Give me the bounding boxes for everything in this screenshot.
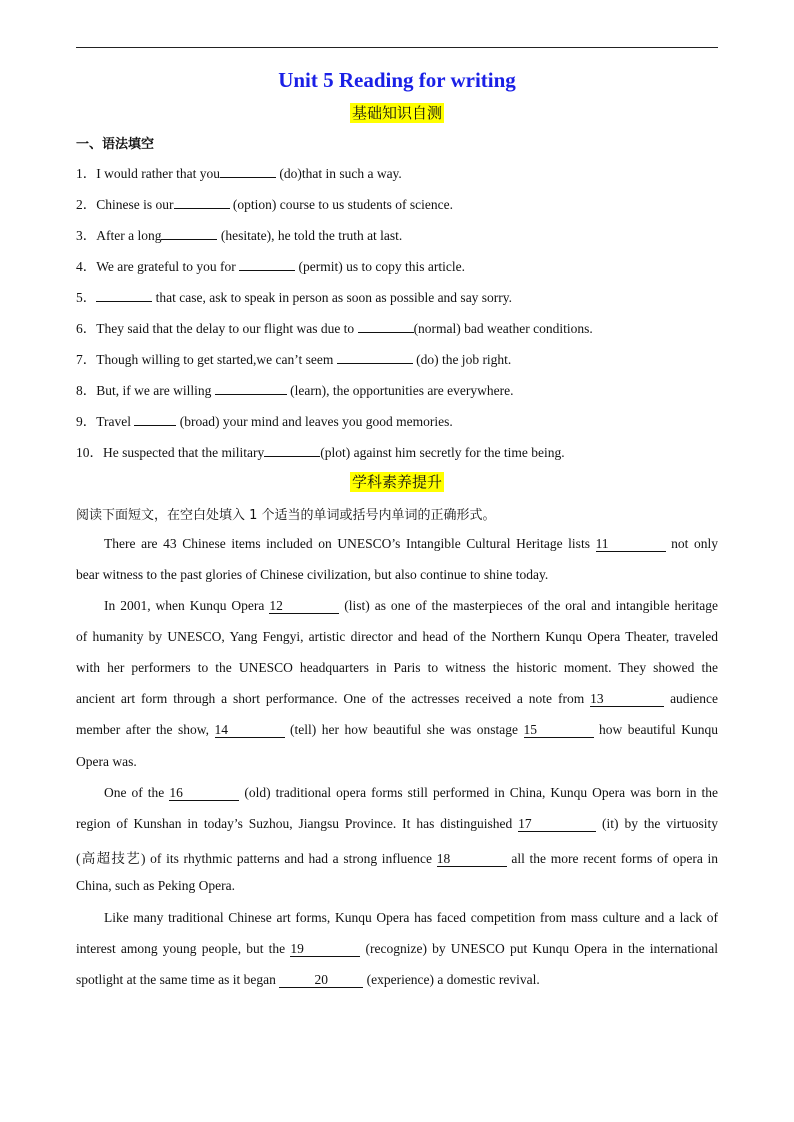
passage-line: There are 43 Chinese items included on UNESCO’s Intangible Cultural Heritage lists 11 not only: [104, 536, 719, 551]
section-banner-basic: [0, 102, 794, 123]
answer-blank[interactable]: [134, 413, 176, 426]
section-banner-literacy: [0, 471, 794, 492]
passage-line: with her performers to the UNESCO headquarters in Paris to witness the historic moment. They showed the: [76, 660, 718, 675]
answer-blank[interactable]: [358, 320, 414, 333]
question-5: 5． that case, ask to speak in person as soon as possible and say sorry.: [76, 290, 513, 305]
passage-line: One of the 16 (old) traditional opera forms still performed in China, Kunqu Opera was born in the: [104, 785, 719, 800]
passage-line: bear witness to the past glories of Chinese civilization, but also continue to shine today.: [76, 567, 549, 582]
answer-blank[interactable]: [215, 382, 287, 395]
answer-blank-20[interactable]: 20: [279, 973, 363, 988]
passage-line: member after the show, 14 (tell) her how beautiful she was onstage 15 how beautiful Kunqu: [76, 722, 719, 737]
question-1: 1．I would rather that you (do)that in such a way.: [76, 166, 402, 181]
answer-blank-11[interactable]: 11: [596, 537, 666, 552]
passage-line: region of Kunshan in today’s Suzhou, Jiangsu Province. It has distinguished 17 (it) by the virtuosity: [76, 816, 718, 831]
page-title: Unit 5 Reading for writing: [278, 68, 516, 92]
answer-blank-18[interactable]: 18: [437, 852, 507, 867]
answer-blank-17[interactable]: 17: [518, 817, 596, 832]
header-rule: [76, 47, 718, 48]
question-7: 7．Though willing to get started,we can’t seem (do) the job right.: [76, 352, 512, 367]
question-3: 3．After a long (hesitate), he told the truth at last.: [76, 228, 403, 243]
answer-blank[interactable]: [174, 196, 230, 209]
passage-instructions: 阅读下面短文，在空白处填入 1 个适当的单词或括号内单词的正确形式。: [76, 508, 496, 523]
answer-blank[interactable]: [96, 289, 152, 302]
question-2: 2．Chinese is our (option) course to us students of science.: [76, 197, 453, 212]
answer-blank-15[interactable]: 15: [524, 723, 594, 738]
question-9: 9．Travel (broad) your mind and leaves you good memories.: [76, 414, 453, 429]
passage-line: ancient art form through a short performance. One of the actresses received a note from 13 audience: [76, 691, 719, 706]
question-10: 10．He suspected that the military (plot) against him secretly for the time being.: [76, 445, 565, 460]
passage-line: interest among young people, but the 19 (recognize) by UNESCO put Kunqu Opera in the international: [76, 941, 718, 956]
answer-blank[interactable]: [161, 227, 217, 240]
passage-line: (高超技艺) of its rhythmic patterns and had a strong influence 18 all the more recent forms of opera in: [76, 851, 719, 866]
passage-line: Opera was.: [76, 754, 137, 769]
passage-line: China, such as Peking Opera.: [76, 878, 235, 893]
answer-blank[interactable]: [239, 258, 295, 271]
answer-blank[interactable]: [220, 165, 276, 178]
passage-line: spotlight at the same time as it began 20 (experience) a domestic revival.: [76, 972, 540, 987]
answer-blank-12[interactable]: 12: [269, 599, 339, 614]
answer-blank[interactable]: [264, 444, 320, 457]
answer-blank-16[interactable]: 16: [169, 786, 239, 801]
answer-blank-13[interactable]: 13: [590, 692, 664, 707]
passage-line: In 2001, when Kunqu Opera 12 (list) as one of the masterpieces of the oral and intangible heritage: [104, 598, 719, 613]
passage-line: Like many traditional Chinese art forms, Kunqu Opera has faced competition from mass culture and a lack of: [104, 910, 718, 925]
section-heading-grammar: 一、语法填空: [76, 137, 155, 152]
answer-blank-14[interactable]: 14: [215, 723, 285, 738]
banner-label: 基础知识自测: [351, 104, 442, 122]
answer-blank[interactable]: [337, 351, 413, 364]
question-8: 8．But, if we are willing (learn), the opportunities are everywhere.: [76, 383, 514, 398]
answer-blank-19[interactable]: 19: [290, 942, 360, 957]
banner-label: 学科素养提升: [351, 473, 442, 491]
passage-line: of humanity by UNESCO, Yang Fengyi, artistic director and head of the Northern Kunqu Opera Theater, traveled: [76, 629, 718, 644]
question-4: 4．We are grateful to you for (permit) us to copy this article.: [76, 259, 465, 274]
question-6: 6．They said that the delay to our flight was due to (normal) bad weather conditions.: [76, 321, 593, 336]
